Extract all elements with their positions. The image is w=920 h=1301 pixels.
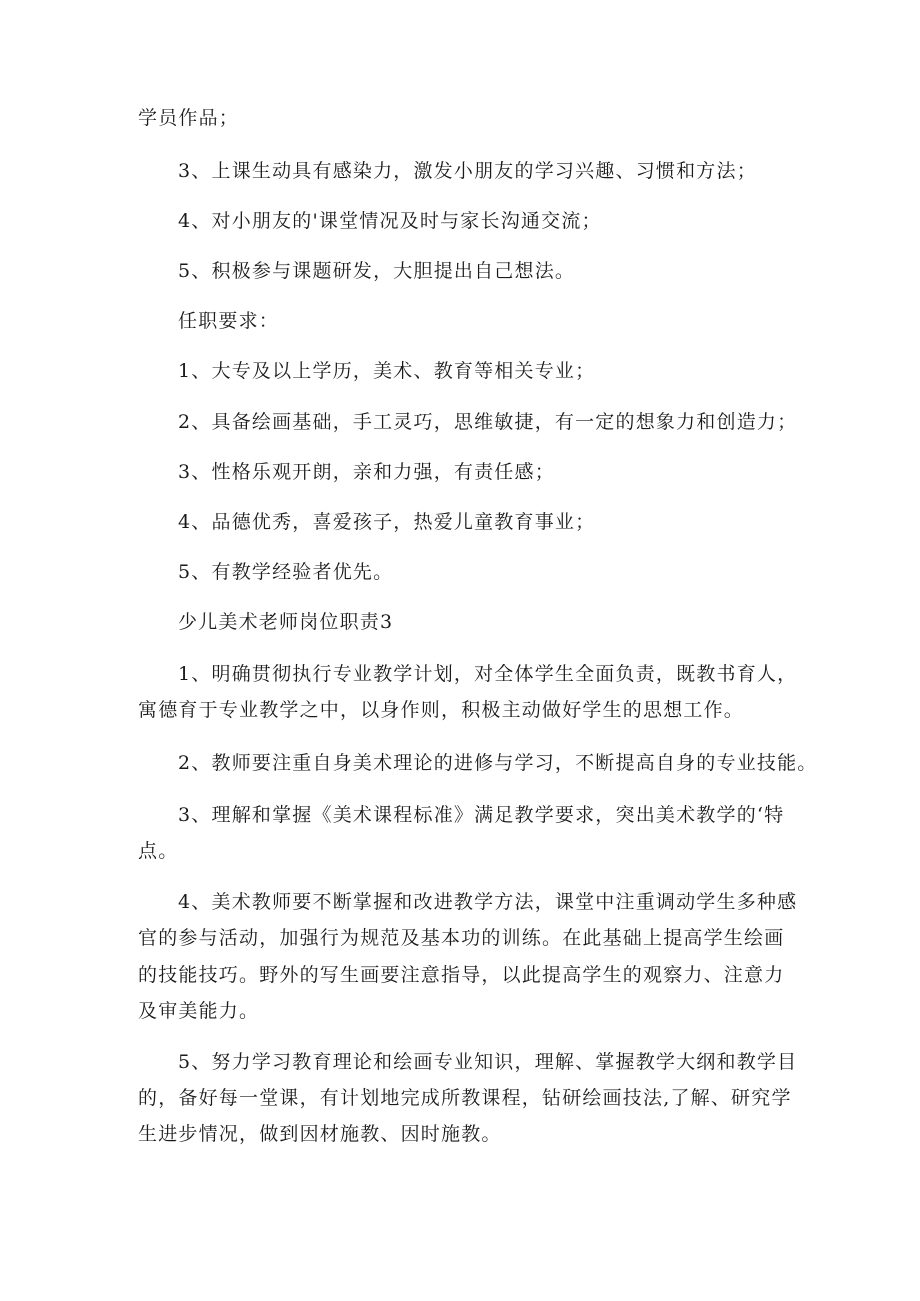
text-line: 5、有教学经验者优先。	[178, 561, 394, 583]
text-line: 点。	[138, 840, 179, 862]
text-line: 及审美能力。	[138, 1000, 260, 1022]
text-line: 5、积极参与课题研发，大胆提出自己想法。	[178, 260, 576, 282]
text-line: 的，备好每一堂课，有计划地完成所教课程，钻研绘画技法,了解、研究学	[138, 1087, 792, 1109]
section-heading: 少儿美术老师岗位职责3	[178, 611, 394, 633]
text-line: 3、性格乐观开朗，亲和力强，有责任感；	[178, 461, 555, 483]
text-line: 的技能技巧。野外的写生画要注意指导，以此提高学生的观察力、注意力	[138, 964, 785, 986]
text-line: 4、对小朋友的'课堂情况及时与家长沟通交流；	[178, 210, 602, 232]
text-line: 学员作品；	[138, 107, 240, 129]
text-line: 4、美术教师要不断掌握和改进教学方法，课堂中注重调动学生多种感	[178, 891, 798, 913]
section-heading: 任职要求：	[178, 310, 280, 332]
text-line: 2、具备绘画基础，手工灵巧，思维敏捷，有一定的想象力和创造力；	[178, 411, 798, 433]
text-line: 5、努力学习教育理论和绘画专业知识，理解、掌握教学大纲和教学目	[178, 1051, 798, 1073]
text-line: 官的参与活动，加强行为规范及基本功的训练。在此基础上提高学生绘画	[138, 927, 785, 949]
text-line: 3、上课生动具有感染力，激发小朋友的学习兴趣、习惯和方法；	[178, 160, 757, 182]
text-line: 1、明确贯彻执行专业教学计划，对全体学生全面负责，既教书育人，	[178, 663, 798, 685]
text-line: 3、理解和掌握《美术课程标准》满足教学要求，突出美术教学的‘特	[178, 804, 785, 826]
text-line: 寓德育于专业教学之中，以身作则，积极主动做好学生的思想工作。	[138, 699, 745, 721]
text-line: 4、品德优秀，喜爱孩子，热爱儿童教育事业；	[178, 511, 596, 533]
text-line: 2、教师要注重自身美术理论的进修与学习，不断提高自身的专业技能。	[178, 752, 818, 774]
text-line: 1、大专及以上学历，美术、教育等相关专业；	[178, 360, 596, 382]
text-line: 生进步情况，做到因材施教、因时施教。	[138, 1123, 502, 1145]
